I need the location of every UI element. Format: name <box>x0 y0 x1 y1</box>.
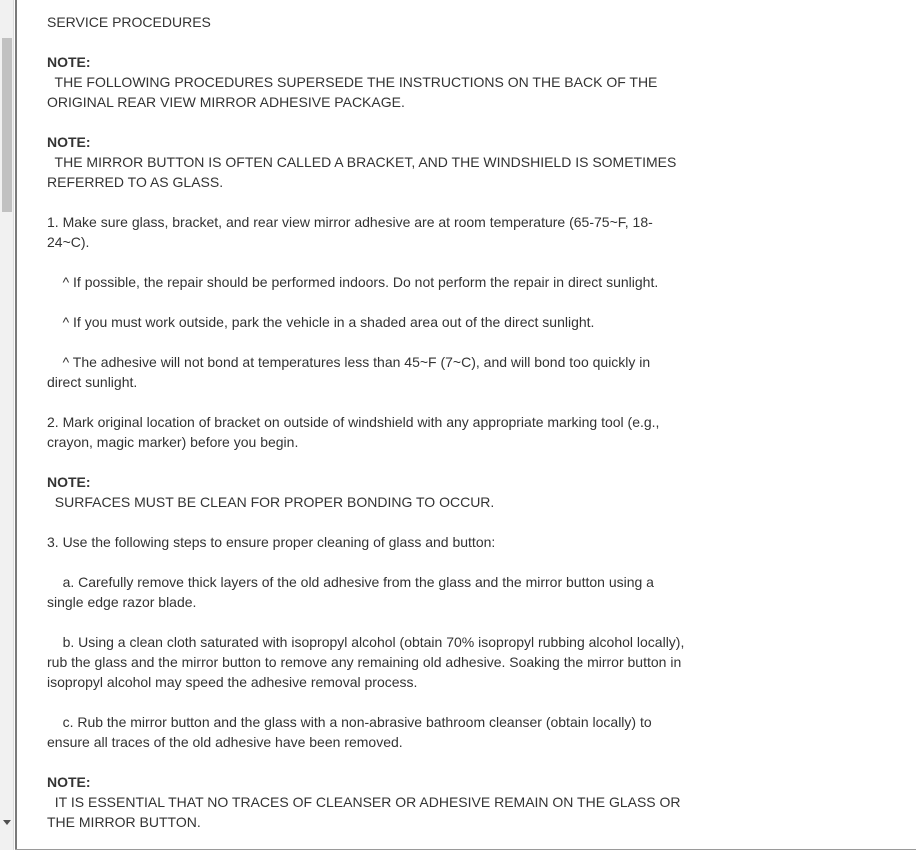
note-block <box>47 472 687 512</box>
note-label: NOTE: <box>47 134 91 150</box>
step-1-bullet: ^ If you must work outside, park the vehicle in a shaded area out of the direct sunlight. <box>62 314 595 330</box>
step-3-substep-c: c. Rub the mirror button and the glass with a non-abrasive bathroom cleanser (obtain locally) to ensure all traces of the old adhesive have been removed. <box>47 714 652 750</box>
panel-divider <box>15 0 17 850</box>
step-1-bullet: ^ If possible, the repair should be performed indoors. Do not perform the repair in direct sunlight. <box>62 274 659 290</box>
note-block <box>47 52 687 112</box>
note-label: NOTE: <box>47 774 91 790</box>
note-block <box>47 132 687 192</box>
note-text: THE FOLLOWING PROCEDURES SUPERSEDE THE INSTRUCTIONS ON THE BACK OF THE ORIGINAL REAR VIEW MIRROR ADHESIVE PACKAGE. <box>47 74 658 110</box>
step-3: 3. Use the following steps to ensure proper cleaning of glass and button: <box>47 534 496 550</box>
step-1: 1. Make sure glass, bracket, and rear view mirror adhesive are at room temperature (65-75~F, 18-24~C). <box>47 214 653 250</box>
note-text: SURFACES MUST BE CLEAN FOR PROPER BONDING TO OCCUR. <box>54 494 495 510</box>
vertical-scrollbar[interactable] <box>0 0 14 850</box>
scrollbar-thumb[interactable] <box>2 38 12 212</box>
scroll-down-arrow-icon[interactable] <box>3 820 11 825</box>
step-3-substep-b: b. Using a clean cloth saturated with isopropyl alcohol (obtain 70% isopropyl rubbing alcohol locally), rub the glass and the mirror button to remove any remaining old adhesive. Soaking the mirror button in isopropyl alcohol may speed the adhesive removal process. <box>47 634 685 690</box>
note-label: NOTE: <box>47 54 91 70</box>
step-3-substep-a: a. Carefully remove thick layers of the old adhesive from the glass and the mirror button using a single edge razor blade. <box>47 574 654 610</box>
note-text: IT IS ESSENTIAL THAT NO TRACES OF CLEANSER OR ADHESIVE REMAIN ON THE GLASS OR THE MIRROR BUTTON. <box>47 794 681 830</box>
document-content <box>47 12 687 852</box>
step-1-bullet: ^ The adhesive will not bond at temperatures less than 45~F (7~C), and will bond too quickly in direct sunlight. <box>47 354 651 390</box>
note-block <box>47 772 687 832</box>
note-label: NOTE: <box>47 474 91 490</box>
document-title: SERVICE PROCEDURES <box>47 14 211 30</box>
note-text: THE MIRROR BUTTON IS OFTEN CALLED A BRACKET, AND THE WINDSHIELD IS SOMETIMES REFERRED TO AS GLASS. <box>47 154 677 190</box>
step-2: 2. Mark original location of bracket on outside of windshield with any appropriate marking tool (e.g., crayon, magic marker) before you begin. <box>47 414 660 450</box>
